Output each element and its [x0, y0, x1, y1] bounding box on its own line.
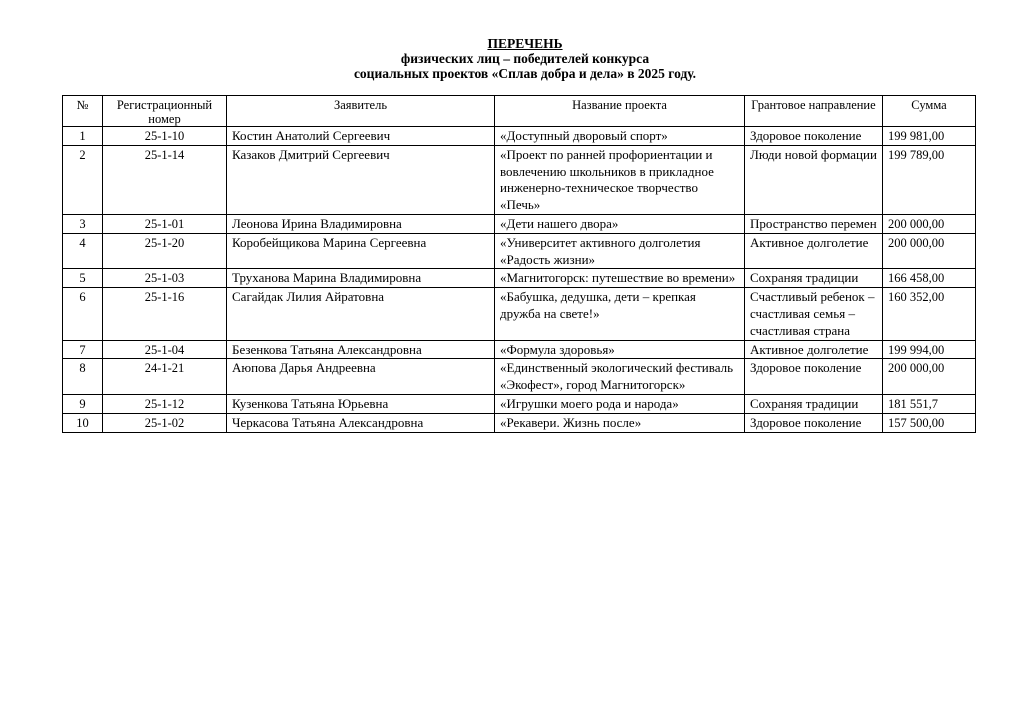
cell-number: 1 — [63, 127, 103, 146]
cell-number: 9 — [63, 394, 103, 413]
cell-registration: 25-1-12 — [103, 394, 227, 413]
cell-project: «Дети нашего двора» — [495, 214, 745, 233]
cell-applicant: Аюпова Дарья Андреевна — [227, 359, 495, 395]
cell-number: 10 — [63, 413, 103, 432]
column-header-registration: Регистрационный номер — [103, 96, 227, 127]
cell-direction: Здоровое поколение — [745, 413, 883, 432]
table-row — [63, 214, 976, 233]
table-row — [63, 127, 976, 146]
cell-registration: 25-1-03 — [103, 269, 227, 288]
cell-project: «Магнитогорск: путешествие во времени» — [495, 269, 745, 288]
document-subtitle-line-2: социальных проектов «Сплав добра и дела» в 2025 году. — [353, 66, 697, 81]
cell-applicant: Кузенкова Татьяна Юрьевна — [227, 394, 495, 413]
table-body — [63, 127, 976, 433]
cell-sum: 200 000,00 — [883, 233, 976, 269]
cell-direction: Сохраняя традиции — [745, 269, 883, 288]
document-subtitle-line-1: физических лиц – победителей конкурса — [400, 51, 650, 66]
cell-direction: Активное долголетие — [745, 233, 883, 269]
column-header-project: Название проекта — [495, 96, 745, 127]
cell-applicant: Леонова Ирина Владимировна — [227, 214, 495, 233]
cell-registration: 25-1-01 — [103, 214, 227, 233]
cell-applicant: Сагайдак Лилия Айратовна — [227, 288, 495, 340]
cell-sum: 199 994,00 — [883, 340, 976, 359]
cell-number: 8 — [63, 359, 103, 395]
winners-table — [62, 95, 976, 433]
cell-applicant: Костин Анатолий Сергеевич — [227, 127, 495, 146]
table-row — [63, 413, 976, 432]
cell-direction: Пространство перемен — [745, 214, 883, 233]
column-header-number: № — [63, 96, 103, 127]
cell-project: «Игрушки моего рода и народа» — [495, 394, 745, 413]
cell-direction: Здоровое поколение — [745, 127, 883, 146]
document-title: ПЕРЕЧЕНЬ — [487, 36, 563, 51]
cell-applicant: Безенкова Татьяна Александровна — [227, 340, 495, 359]
cell-sum: 200 000,00 — [883, 214, 976, 233]
cell-project: «Формула здоровья» — [495, 340, 745, 359]
cell-number: 6 — [63, 288, 103, 340]
cell-registration: 25-1-04 — [103, 340, 227, 359]
table-header-row — [63, 96, 976, 127]
column-header-sum: Сумма — [883, 96, 976, 127]
table-header — [63, 96, 976, 127]
cell-registration: 25-1-14 — [103, 145, 227, 214]
cell-project: «Проект по ранней профориентации и вовлечению школьников в прикладное инженерно-техническое творчество «Печь» — [495, 145, 745, 214]
cell-registration: 25-1-02 — [103, 413, 227, 432]
cell-number: 5 — [63, 269, 103, 288]
table-row — [63, 288, 976, 340]
cell-number: 3 — [63, 214, 103, 233]
table-row — [63, 394, 976, 413]
cell-sum: 166 458,00 — [883, 269, 976, 288]
cell-registration: 25-1-16 — [103, 288, 227, 340]
cell-sum: 181 551,7 — [883, 394, 976, 413]
cell-number: 2 — [63, 145, 103, 214]
cell-number: 7 — [63, 340, 103, 359]
cell-direction: Здоровое поколение — [745, 359, 883, 395]
cell-sum: 200 000,00 — [883, 359, 976, 395]
cell-registration: 24-1-21 — [103, 359, 227, 395]
table-row — [63, 359, 976, 395]
table-row — [63, 145, 976, 214]
cell-applicant: Черкасова Татьяна Александровна — [227, 413, 495, 432]
table-row — [63, 340, 976, 359]
cell-direction: Активное долголетие — [745, 340, 883, 359]
cell-sum: 160 352,00 — [883, 288, 976, 340]
column-header-applicant: Заявитель — [227, 96, 495, 127]
document-header — [0, 36, 1024, 81]
cell-number: 4 — [63, 233, 103, 269]
table-row — [63, 233, 976, 269]
cell-registration: 25-1-10 — [103, 127, 227, 146]
cell-direction: Сохраняя традиции — [745, 394, 883, 413]
cell-registration: 25-1-20 — [103, 233, 227, 269]
column-header-direction: Грантовое направление — [745, 96, 883, 127]
cell-applicant: Труханова Марина Владимировна — [227, 269, 495, 288]
cell-sum: 199 789,00 — [883, 145, 976, 214]
cell-project: «Университет активного долголетия «Радость жизни» — [495, 233, 745, 269]
cell-project: «Единственный экологический фестиваль «Экофест», город Магнитогорск» — [495, 359, 745, 395]
cell-direction: Люди новой формации — [745, 145, 883, 214]
cell-project: «Бабушка, дедушка, дети – крепкая дружба на свете!» — [495, 288, 745, 340]
cell-applicant: Коробейщикова Марина Сергеевна — [227, 233, 495, 269]
cell-sum: 157 500,00 — [883, 413, 976, 432]
cell-project: «Доступный дворовый спорт» — [495, 127, 745, 146]
cell-sum: 199 981,00 — [883, 127, 976, 146]
table-row — [63, 269, 976, 288]
cell-direction: Счастливый ребенок – счастливая семья – счастливая страна — [745, 288, 883, 340]
cell-applicant: Казаков Дмитрий Сергеевич — [227, 145, 495, 214]
cell-project: «Рекавери. Жизнь после» — [495, 413, 745, 432]
